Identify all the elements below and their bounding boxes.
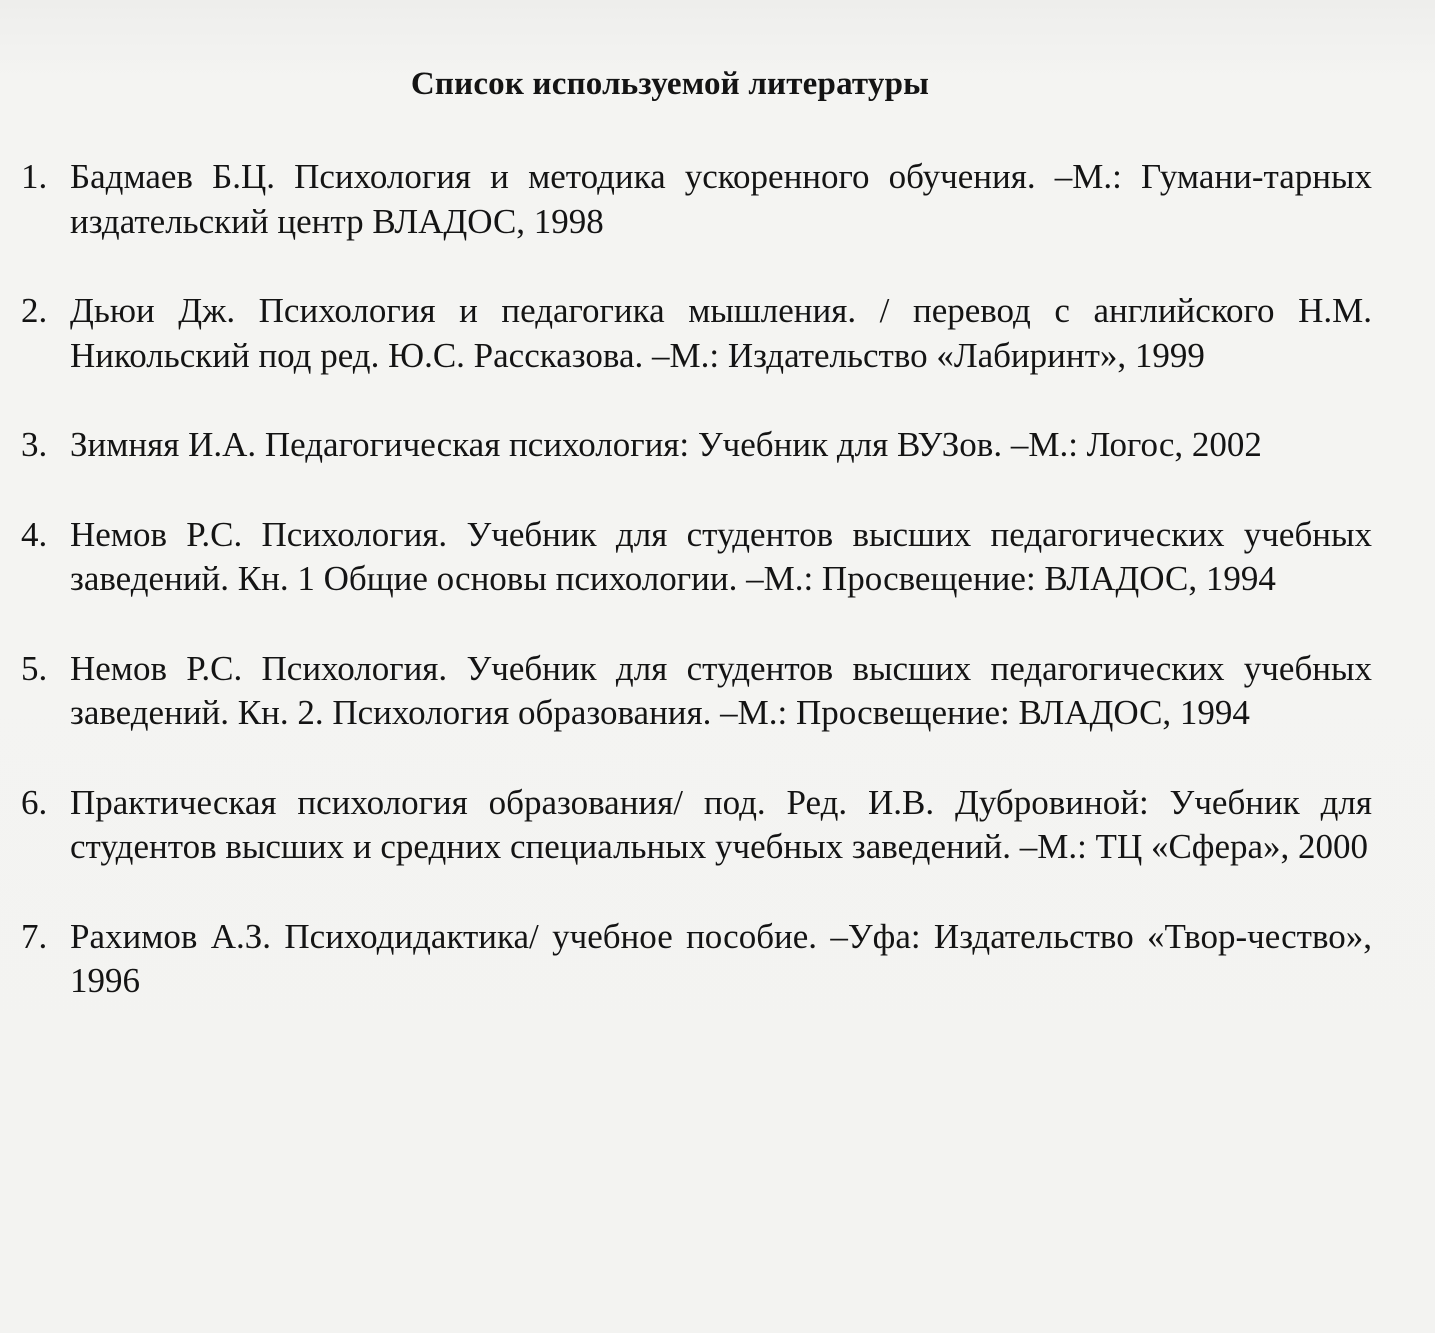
entry-text: Практическая психология образования/ под. Ред. И.В. Дубровиной: Учебник для студентов высших и средних специальных учебных заведений. –М.: ТЦ «Сфера», 2000 <box>70 782 1372 866</box>
entry-number: 5. <box>21 648 48 688</box>
entry-number: 4. <box>21 514 48 554</box>
entry-number: 1. <box>21 157 48 196</box>
entry-number: 7. <box>21 916 48 956</box>
entry-text: Немов Р.С. Психология. Учебник для студентов высших педагогических учебных заведений. Кн. 2. Психология образования. –М.: Просвещение: ВЛАДОС, 1994 <box>70 648 1372 732</box>
bibliography-list <box>0 155 1435 1049</box>
entry-text: Дьюи Дж. Психология и педагогика мышления. / перевод с английского Н.М. Никольский под ред. Ю.С. Рассказова. –М.: Издательство «Лабиринт», 1999 <box>70 291 1372 375</box>
bibliography-entry <box>0 513 1372 602</box>
entry-text: Зимняя И.А. Педагогическая психология: Учебник для ВУЗов. –М.: Логос, 2002 <box>70 425 1262 464</box>
bibliography-entry <box>0 915 1372 1004</box>
entry-number: 2. <box>21 291 48 330</box>
bibliography-entry <box>0 289 1372 378</box>
entry-text: Немов Р.С. Психология. Учебник для студентов высших педагогических учебных заведений. Кн. 1 Общие основы психологии. –М.: Просвещение: ВЛАДОС, 1994 <box>70 514 1372 598</box>
entry-text: Бадмаев Б.Ц. Психология и методика ускоренного обучения. –М.: Гумани-тарных издательский центр ВЛАДОС, 1998 <box>70 157 1372 241</box>
page-title: Список используемой литературы <box>410 66 930 102</box>
entry-number: 3. <box>21 425 48 464</box>
bibliography-entry <box>0 423 1372 468</box>
bibliography-entry <box>0 647 1372 736</box>
entry-text: Рахимов А.З. Психодидактика/ учебное пособие. –Уфа: Издательство «Твор-чество», 1996 <box>70 916 1372 1000</box>
bibliography-entry <box>0 781 1372 870</box>
entry-number: 6. <box>21 782 48 822</box>
bibliography-entry <box>0 155 1372 244</box>
